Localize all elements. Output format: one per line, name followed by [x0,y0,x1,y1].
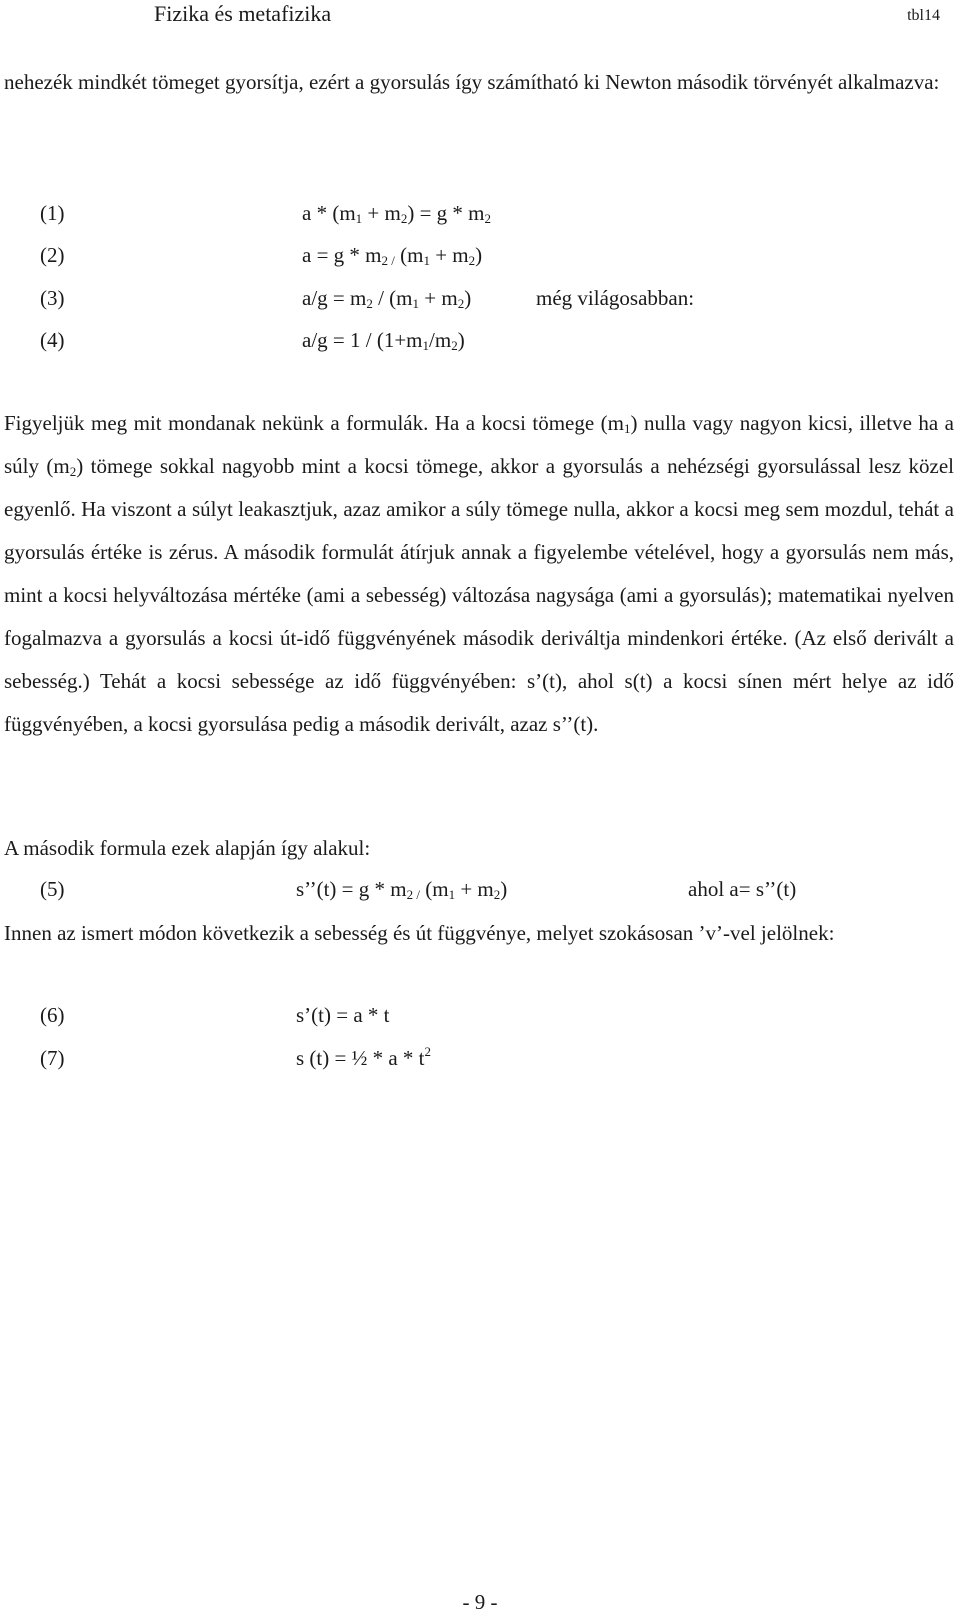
formula-3-note: még világosabban: [536,286,695,310]
second-formula-intro: A második formula ezek alapján így alakul: [4,836,371,860]
formula-4: $a/g = 1 / (1+m_1/m_2)$ [302,328,465,353]
formula-6-number: (6) [40,1003,65,1027]
formula-5-note: ahol a= s’’(t) [688,877,797,901]
formula-3: $a/g = m_2 / (m_1 + m_2)$ [302,286,472,311]
formula-6: s’(t) = a * t [296,1003,390,1027]
formula-1-number: (1) [40,201,65,225]
velocity-paragraph: Innen az ismert módon következik a sebesség és út függvénye, melyet szokásosan ’v’-vel jelölnek: [4,921,835,945]
formula-1: $a * (m_1 + m_2) = g * m_2$ [302,201,492,226]
running-header-code: tbl14 [907,7,940,24]
formula-3-number: (3) [40,286,65,310]
intro-paragraph: nehezék mindkét tömeget gyorsítja, ezért a gyorsulás így számítható ki Newton második törvényét alkalmazva: [4,70,940,94]
formula-5-number: (5) [40,877,65,901]
main-paragraph: Figyeljük meg mit mondanak nekünk a formulák. Ha a kocsi tömege $(m_1)$ nulla vagy nagyon kicsi, illetve ha a súly $(m_2)$ tömege sokkal nagyobb mint a kocsi tömege, akkor a gyorsulás a nehézségi gyorsulással lesz közel egyenlő. Ha viszont a súlyt leakasztjuk, azaz amikor a súly tömege nulla, akkor a kocsi meg sem mozdul, tehát a gyorsulás értéke is zérus. A második formulát átírjuk annak a figyelembe vételével, hogy a gyorsulás nem más, mint a kocsi helyváltozása mértéke (ami a sebesség) változása nagysága (ami a gyorsulás); matematikai nyelven fogalmazva a gyorsulás a kocsi út-idő függvényének második deriváltja mindenkori értéke. (Az első derivált a sebesség.) Tehát a kocsi sebessége az idő függvényében: s’(t), ahol s(t) a kocsi sínen mért helye az idő függvényében, a kocsi gyorsulása pedig a második derivált, azaz s’’(t). [4,411,954,736]
formula-2: $a = g * m_{2 /}$ $(m_1 + m_2)$ [302,243,483,268]
formula-5: s’’(t) = g * $m_{2 /}$ $(m_1 + m_2)$ [296,877,508,902]
formula-7: s (t) = ½ * a * $t^2$ [296,1044,431,1070]
formula-4-number: (4) [40,328,65,352]
running-header-title: Fizika és metafizika [154,1,332,26]
formula-2-number: (2) [40,243,65,267]
page-number: - 9 - [462,1590,498,1614]
formula-7-number: (7) [40,1046,65,1070]
